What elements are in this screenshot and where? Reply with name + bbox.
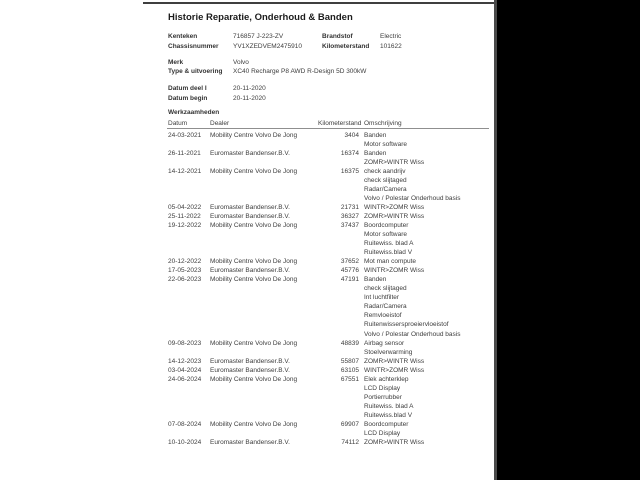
cell-kilometerstand (318, 302, 359, 311)
cell-kilometerstand (318, 140, 359, 149)
cell-omschrijving: WINTR>ZOMR Wiss (364, 267, 425, 275)
cell-kilometerstand: 3404 (344, 131, 359, 139)
table-row (167, 420, 494, 429)
cell-datum (167, 330, 210, 339)
table-row (167, 149, 494, 158)
table-row-continuation (167, 311, 494, 320)
cell-datum: 17-05-2023 (168, 267, 202, 275)
cell-kilometerstand (318, 348, 359, 357)
table-row-continuation (167, 176, 494, 185)
table-row-continuation (167, 402, 494, 411)
cell-omschrijving: WINTR>ZOMR Wiss (364, 366, 425, 374)
cell-kilometerstand: 74112 (341, 439, 359, 447)
field-value-kenteken: 716857 J-223-ZV (233, 33, 284, 40)
cell-datum: 03-04-2024 (168, 366, 202, 374)
cell-dealer (210, 348, 318, 357)
cell-omschrijving: Ruitewiss.blad V (364, 411, 413, 419)
cell-kilometerstand (318, 320, 359, 329)
table-row (167, 438, 494, 447)
table-row (167, 275, 494, 284)
cell-datum: 14-12-2021 (168, 167, 202, 175)
cell-omschrijving: Int luchtfilter (364, 294, 400, 302)
field-value-brandstof: Electric (380, 33, 402, 40)
cell-omschrijving: Banden (364, 131, 387, 139)
table-row-continuation (167, 194, 494, 203)
cell-datum (167, 411, 210, 420)
table-row (167, 221, 494, 230)
cell-omschrijving: Motor software (364, 140, 407, 148)
table-row-continuation (167, 140, 494, 149)
field-label-type-uitvoering: Type & uitvoering (168, 68, 223, 75)
cell-dealer (210, 284, 318, 293)
section-label-werkzaamheden: Werkzaamheden (168, 108, 220, 116)
cell-omschrijving: WINTR>ZOMR Wiss (364, 203, 425, 211)
table-row-continuation (167, 185, 494, 194)
cell-kilometerstand (318, 194, 359, 203)
cell-kilometerstand (318, 311, 359, 320)
cell-dealer: Mobility Centre Volvo De Jong (210, 258, 298, 266)
cell-omschrijving: Mot man compute (364, 258, 417, 266)
cell-datum (167, 402, 210, 411)
cell-datum (167, 176, 210, 185)
cell-kilometerstand: 16375 (340, 167, 359, 175)
cell-datum (167, 293, 210, 302)
cell-omschrijving: Ruitewiss. blad A (364, 402, 414, 410)
cell-dealer (210, 239, 318, 248)
cell-omschrijving: Ruitewiss.blad V (364, 249, 413, 257)
cell-datum (167, 194, 210, 203)
cell-omschrijving: Radar/Camera (364, 303, 407, 311)
column-header-kilometerstand: Kilometerstand (318, 120, 362, 127)
cell-datum (167, 320, 210, 329)
table-row (167, 266, 494, 275)
table-row-continuation (167, 348, 494, 357)
cell-omschrijving: Motor software (364, 231, 407, 239)
cell-kilometerstand: 47191 (340, 276, 359, 284)
cell-kilometerstand: 55807 (340, 357, 359, 365)
cell-datum (167, 158, 210, 167)
table-row-continuation (167, 284, 494, 293)
cell-kilometerstand: 37652 (340, 258, 359, 266)
cell-datum (167, 230, 210, 239)
cell-omschrijving: Radar/Camera (364, 185, 407, 193)
cell-kilometerstand: 16374 (340, 149, 359, 157)
cell-kilometerstand (318, 393, 359, 402)
field-label-kenteken: Kenteken (168, 33, 198, 40)
cell-kilometerstand (318, 158, 359, 167)
cell-omschrijving: Volvo / Polestar Onderhoud basis (364, 330, 461, 338)
cell-datum: 09-08-2023 (168, 339, 202, 347)
cell-dealer: Mobility Centre Volvo De Jong (210, 421, 298, 428)
cell-dealer (210, 140, 318, 149)
cell-dealer: Mobility Centre Volvo De Jong (210, 167, 298, 175)
cell-omschrijving: Boordcomputer (364, 221, 409, 229)
cell-dealer: Euromaster Bandenser.B.V. (210, 212, 290, 220)
cell-omschrijving: Airbag sensor (364, 339, 405, 347)
cell-dealer (210, 158, 318, 167)
field-value-type-uitvoering: XC40 Recharge P8 AWD R-Design 5D 300kW (233, 68, 367, 75)
cell-kilometerstand (318, 411, 359, 420)
table-row (167, 131, 494, 140)
table-row (167, 357, 494, 366)
cell-dealer (210, 429, 318, 438)
cell-datum (167, 302, 210, 311)
table-row-continuation (167, 330, 494, 339)
cell-datum (167, 429, 210, 438)
cell-dealer (210, 194, 318, 203)
cell-omschrijving: LCD Display (364, 430, 401, 438)
cell-omschrijving: LCD Display (364, 384, 401, 392)
cell-datum: 05-04-2022 (168, 203, 202, 211)
cell-dealer: Euromaster Bandenser.B.V. (210, 149, 290, 157)
cell-kilometerstand: 45776 (340, 267, 359, 275)
page-title: Historie Reparatie, Onderhoud & Banden (168, 12, 353, 23)
cell-kilometerstand (318, 230, 359, 239)
cell-dealer (210, 393, 318, 402)
table-row (167, 167, 494, 176)
cell-datum (167, 185, 210, 194)
right-margin-band (497, 0, 640, 480)
table-row (167, 257, 494, 266)
cell-dealer (210, 384, 318, 393)
cell-dealer (210, 402, 318, 411)
cell-dealer: Euromaster Bandenser.B.V. (210, 267, 290, 275)
field-label-brandstof: Brandstof (322, 33, 353, 40)
table-row-continuation (167, 239, 494, 248)
cell-dealer (210, 320, 318, 329)
cell-dealer (210, 411, 318, 420)
cell-omschrijving: Ruitenwissersproeiervloeistof (364, 321, 449, 329)
cell-kilometerstand (318, 429, 359, 438)
table-row-continuation (167, 411, 494, 420)
cell-dealer: Mobility Centre Volvo De Jong (210, 221, 298, 229)
cell-datum (167, 248, 210, 257)
cell-kilometerstand (318, 185, 359, 194)
cell-omschrijving: check slijtaged (364, 176, 407, 184)
cell-datum: 10-10-2024 (168, 439, 202, 447)
cell-omschrijving: ZOMR>WINTR Wiss (364, 357, 425, 365)
field-label-kilometerstand: Kilometerstand (322, 42, 370, 50)
table-row (167, 212, 494, 221)
cell-omschrijving: Volvo / Polestar Onderhoud basis (364, 194, 461, 202)
cell-kilometerstand (318, 239, 359, 248)
cell-omschrijving: Banden (364, 149, 387, 157)
field-value-kilometerstand: 101622 (380, 42, 402, 50)
cell-omschrijving: Remvloeistof (364, 312, 402, 320)
cell-kilometerstand (318, 293, 359, 302)
field-label-chassisnummer: Chassisnummer (168, 42, 219, 50)
field-label-datum-deel-1: Datum deel I (168, 85, 207, 92)
cell-kilometerstand: 37437 (340, 221, 359, 229)
cell-kilometerstand: 21731 (340, 203, 359, 211)
column-header-dealer: Dealer (210, 120, 230, 127)
cell-omschrijving: Elek achterklep (364, 375, 409, 383)
cell-kilometerstand (318, 284, 359, 293)
cell-dealer: Mobility Centre Volvo De Jong (210, 276, 298, 284)
cell-omschrijving: Banden (364, 276, 387, 284)
cell-kilometerstand (318, 176, 359, 185)
cell-omschrijving: Portierrubber (364, 393, 402, 401)
page-top-border (143, 2, 495, 4)
cell-kilometerstand (318, 248, 359, 257)
table-row-continuation (167, 293, 494, 302)
field-value-datum-deel-1: 20-11-2020 (233, 85, 266, 92)
cell-kilometerstand: 69907 (340, 421, 359, 428)
table-header-rule (167, 128, 489, 129)
table-row (167, 375, 494, 384)
cell-kilometerstand (318, 384, 359, 393)
field-label-merk: Merk (168, 58, 184, 66)
cell-datum (167, 284, 210, 293)
table-row-continuation (167, 158, 494, 167)
table-row-continuation (167, 320, 494, 329)
cell-kilometerstand: 36327 (340, 212, 359, 220)
cell-dealer: Euromaster Bandenser.B.V. (210, 366, 290, 374)
cell-omschrijving: ZOMR>WINTR Wiss (364, 439, 425, 447)
cell-datum (167, 384, 210, 393)
cell-dealer: Mobility Centre Volvo De Jong (210, 339, 298, 347)
cell-dealer (210, 176, 318, 185)
cell-datum: 26-11-2021 (168, 149, 201, 157)
cell-dealer (210, 230, 318, 239)
column-header-omschrijving: Omschrijving (364, 120, 402, 127)
cell-omschrijving: check slijtaged (364, 285, 407, 293)
cell-omschrijving: Boordcomputer (364, 421, 409, 428)
cell-datum: 24-03-2021 (168, 131, 202, 139)
cell-datum: 14-12-2023 (168, 357, 202, 365)
cell-dealer (210, 248, 318, 257)
cell-dealer (210, 293, 318, 302)
field-value-datum-begin: 20-11-2020 (233, 94, 266, 102)
table-row-continuation (167, 230, 494, 239)
cell-datum: 24-06-2024 (168, 375, 202, 383)
cell-kilometerstand: 48839 (340, 339, 359, 347)
cell-omschrijving: check aandrijv (364, 167, 406, 175)
cell-datum: 20-12-2022 (168, 258, 202, 266)
cell-dealer (210, 185, 318, 194)
cell-omschrijving: Stoelverwarming (364, 348, 413, 356)
cell-datum: 25-11-2022 (168, 212, 201, 220)
field-label-datum-begin: Datum begin (168, 94, 208, 102)
cell-kilometerstand (318, 330, 359, 339)
cell-datum (167, 311, 210, 320)
cell-dealer: Mobility Centre Volvo De Jong (210, 375, 298, 383)
table-row (167, 339, 494, 348)
cell-dealer: Mobility Centre Volvo De Jong (210, 131, 298, 139)
cell-kilometerstand: 63105 (340, 366, 359, 374)
cell-dealer: Euromaster Bandenser.B.V. (210, 439, 290, 447)
cell-datum: 22-06-2023 (168, 276, 202, 284)
cell-datum (167, 393, 210, 402)
cell-omschrijving: Ruitewiss. blad A (364, 240, 414, 248)
table-row-continuation (167, 248, 494, 257)
cell-dealer: Euromaster Bandenser.B.V. (210, 203, 290, 211)
cell-dealer (210, 330, 318, 339)
column-header-datum: Datum (168, 120, 188, 127)
table-row-continuation (167, 393, 494, 402)
cell-dealer (210, 302, 318, 311)
table-header-row (167, 119, 494, 128)
field-value-merk: Volvo (233, 58, 249, 66)
table-row-continuation (167, 429, 494, 438)
cell-datum: 19-12-2022 (168, 221, 202, 229)
cell-omschrijving: ZOMR>WINTR Wiss (364, 212, 425, 220)
table-row (167, 203, 494, 212)
cell-omschrijving: ZOMR>WINTR Wiss (364, 158, 425, 166)
cell-datum (167, 140, 210, 149)
cell-datum (167, 348, 210, 357)
table-row-continuation (167, 302, 494, 311)
cell-datum (167, 239, 210, 248)
field-value-chassisnummer: YV1XZEDVEM2475910 (233, 42, 303, 50)
table-row-continuation (167, 384, 494, 393)
cell-kilometerstand (318, 402, 359, 411)
cell-datum: 07-08-2024 (168, 421, 202, 428)
cell-dealer (210, 311, 318, 320)
cell-kilometerstand: 67551 (340, 375, 359, 383)
table-row (167, 366, 494, 375)
cell-dealer: Euromaster Bandenser.B.V. (210, 357, 290, 365)
table-body (167, 131, 494, 448)
